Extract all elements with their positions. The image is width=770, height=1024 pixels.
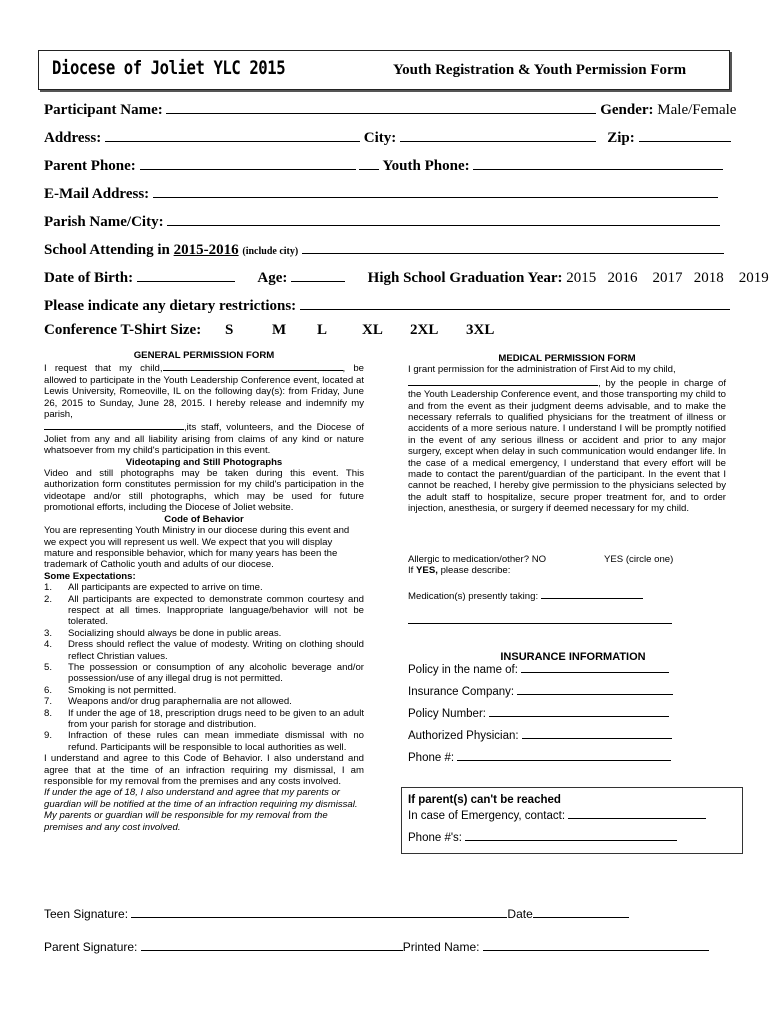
policy-name-label: Policy in the name of:: [408, 664, 518, 676]
teen-signature-label: Teen Signature:: [44, 907, 129, 921]
if-yes-bold: YES,: [416, 565, 438, 577]
list-item: [44, 730, 364, 753]
teen-signature-row: [44, 906, 629, 921]
date-label: Date: [507, 907, 533, 921]
gender-options[interactable]: Male/Female: [657, 102, 737, 118]
printed-name-field[interactable]: [483, 939, 709, 951]
medication-field-2[interactable]: [408, 614, 672, 624]
gp-text-b: , be allowed to participate in the Youth Leadership Conference event, located at Lewis University, Romeoville, IL on the following day(s): from Friday, June 26, 2015 to Sunday, June 28, 2015. I hereby release and indemnify my parish,: [44, 363, 364, 421]
list-item: [44, 685, 364, 696]
tshirt-size-xl[interactable]: XL: [362, 322, 383, 338]
medical-permission-heading: MEDICAL PERMISSION FORM: [498, 353, 636, 364]
event-title: Diocese of Joliet YLC 2015: [52, 57, 286, 79]
participant-name-row: [44, 101, 736, 119]
parish-field[interactable]: [167, 213, 720, 226]
gp-text-a: I request that my child,: [44, 363, 163, 375]
physician-label: Authorized Physician:: [408, 730, 519, 742]
emergency-contact-field[interactable]: [568, 809, 706, 819]
physician-field[interactable]: [522, 729, 672, 739]
grad-option-2019[interactable]: 2019: [738, 270, 769, 286]
list-item: [44, 594, 364, 628]
list-item: [44, 639, 364, 662]
emergency-contact-label: In case of Emergency, contact:: [408, 810, 566, 822]
item-text: Weapons and/or drug paraphernalia are not allowed.: [68, 696, 292, 708]
email-row: [44, 185, 718, 203]
phone-row: [44, 157, 723, 175]
parent-signature-label: Parent Signature:: [44, 940, 138, 954]
school-label: School Attending in: [44, 242, 170, 258]
emergency-phones-label: Phone #'s:: [408, 832, 462, 844]
grad-option-2018[interactable]: 2018: [693, 270, 724, 286]
parent-signature-field[interactable]: [141, 939, 403, 951]
city-field[interactable]: [400, 129, 596, 142]
zip-label: Zip:: [607, 130, 635, 146]
address-label: Address:: [44, 130, 102, 146]
list-item: [44, 582, 364, 593]
expectations-list: [44, 582, 364, 753]
general-permission-paragraph: [44, 361, 364, 456]
dietary-field[interactable]: [300, 297, 730, 310]
insurance-company-field[interactable]: [517, 685, 673, 695]
city-label: City:: [363, 130, 397, 146]
tshirt-label: Conference T-Shirt Size:: [44, 322, 202, 338]
participant-name-field[interactable]: [166, 101, 596, 114]
tshirt-size-m[interactable]: M: [272, 322, 287, 338]
item-number: 9.: [44, 730, 53, 742]
age-label: Age:: [257, 270, 288, 286]
grad-year-label: High School Graduation Year:: [367, 270, 563, 286]
printed-name-label: Printed Name:: [402, 940, 480, 954]
expectations-heading: Some Expectations:: [44, 570, 136, 582]
medication-label: Medication(s) presently taking:: [408, 590, 539, 602]
parent-phone-field[interactable]: [140, 157, 356, 170]
tshirt-row: [44, 322, 201, 339]
mp-text-a: I grant permission for the administration of First Aid to my child,: [408, 364, 676, 376]
video-text: Video and still photographs may be taken during this event. This authorization form constitutes permission for my child's participation in the videotape and/or still photographs, which may be used for future promotional efforts, including the Diocese of Joliet website.: [44, 468, 364, 514]
policy-number-label: Policy Number:: [408, 708, 486, 720]
list-item: [44, 696, 364, 707]
parent-signature-row: [44, 939, 709, 954]
general-permission-heading: GENERAL PERMISSION FORM: [133, 350, 275, 361]
policy-number-field[interactable]: [489, 707, 669, 717]
insurance-company-label: Insurance Company:: [408, 686, 515, 698]
list-item: [44, 708, 364, 731]
code-heading: Code of Behavior: [164, 513, 244, 525]
teen-signature-field[interactable]: [131, 906, 507, 918]
dob-field[interactable]: [137, 269, 235, 282]
medical-permission-paragraph: [408, 364, 726, 514]
gp-text-c: ,its staff, volunteers, and the Diocese of Joliet from any and all liability arising from claims of any kind or nature whatsoever from my child's participation in this event.: [44, 422, 364, 457]
school-note: (include city): [242, 246, 299, 257]
item-number: 1.: [44, 582, 53, 594]
parent-phone-label: Parent Phone:: [44, 158, 136, 174]
item-text: If under the age of 18, prescription drugs need to be given to an adult from your parish for storage and distribution.: [68, 707, 364, 730]
insurance-phone-field[interactable]: [457, 751, 671, 761]
address-field[interactable]: [105, 129, 360, 142]
child-name-field[interactable]: [163, 361, 343, 371]
item-text: Socializing should always be done in public areas.: [68, 627, 282, 639]
item-number: 3.: [44, 627, 53, 639]
allergy-yes-option[interactable]: YES (circle one): [604, 554, 674, 565]
item-number: 4.: [44, 639, 53, 651]
item-text: All participants are expected to demonstrate common courtesy and respect at all times. Inappropriate language/behavior will not be tolerated.: [68, 593, 364, 628]
emergency-heading: If parent(s) can't be reached: [408, 794, 561, 806]
parish-label: Parish Name/City:: [44, 214, 164, 230]
date-field[interactable]: [533, 906, 629, 918]
allergy-block: [408, 554, 728, 628]
item-number: 5.: [44, 661, 53, 673]
school-row: [44, 241, 724, 259]
age-field[interactable]: [291, 269, 345, 282]
emergency-contact-content: [408, 792, 738, 846]
insurance-phone-label: Phone #:: [408, 752, 455, 764]
agreement-text: I understand and agree to this Code of Behavior. I also understand and agree that at the time of an infraction requiring my dismissal, I am responsible for my removal from the premises and any costs involved.: [44, 753, 364, 788]
list-item: [44, 628, 364, 639]
tshirt-size-l[interactable]: L: [317, 322, 328, 338]
medication-field[interactable]: [541, 589, 643, 599]
gender-label: Gender:: [600, 102, 654, 118]
parish-row: [44, 213, 720, 231]
school-year: 2015-2016: [173, 242, 239, 258]
dietary-label: Please indicate any dietary restrictions:: [44, 298, 297, 314]
item-text: Infraction of these rules can mean immediate dismissal with no refund. Participants will be responsible to local authorities as well.: [68, 730, 364, 753]
tshirt-size-2xl[interactable]: 2XL: [410, 322, 439, 338]
item-text: All participants are expected to arrive on time.: [68, 582, 263, 594]
phone-separator-line: [359, 157, 379, 170]
dietary-row: [44, 297, 730, 315]
insurance-heading: INSURANCE INFORMATION: [500, 651, 646, 663]
allergy-question: Allergic to medication/other? NO: [408, 554, 547, 565]
item-number: 8.: [44, 707, 53, 719]
policy-name-field[interactable]: [521, 663, 669, 673]
youth-phone-field[interactable]: [473, 157, 723, 170]
form-title: Youth Registration & Youth Permission Form: [393, 62, 687, 78]
participant-name-label: Participant Name:: [44, 102, 163, 118]
item-number: 2.: [44, 593, 53, 605]
tshirt-size-s[interactable]: S: [225, 322, 234, 338]
medical-permission-section: [408, 353, 726, 515]
email-field[interactable]: [153, 185, 718, 198]
school-field[interactable]: [302, 241, 724, 254]
video-heading: Videotaping and Still Photographs: [125, 456, 283, 468]
mp-text-b: , by the people in charge of the Youth Leadership Conference event, and those transporting my child to and from the event as their judgment deems advisable, and to make the necessary referrals to qualified physicians for the treatment of illness or accidents of a more serious nature. I understand I will be promptly notified in the event of any serious illness or accident and prior to any major surgery, except when delay in such communication would endanger life. In the case of a medical emergency, I understand that every effort will be made to contact the parent/guardian of the participant. In the event that I cannot be reached, I hereby give permission to the physicians selected by the adult staff to hospitalize, secure proper treatment for, and to order injection, anesthesia, or surgery if deemed necessary for my child.: [408, 377, 726, 515]
parish-name-field[interactable]: [44, 420, 184, 430]
item-text: The possession or consumption of any alcoholic beverage and/or possession/use of any illegal drug is not permitted.: [68, 661, 364, 685]
item-number: 7.: [44, 696, 53, 708]
medical-child-name-field[interactable]: [408, 376, 598, 386]
dob-row: [44, 269, 769, 287]
dob-label: Date of Birth:: [44, 270, 134, 286]
item-text: Dress should reflect the value of modesty. Writing on clothing should reflect Christian values.: [68, 639, 364, 662]
grad-option-2016[interactable]: 2016: [607, 270, 638, 286]
grad-option-2015[interactable]: 2015: [566, 270, 597, 286]
general-permission-section: [44, 350, 364, 833]
item-text: Smoking is not permitted.: [68, 684, 177, 696]
grad-option-2017[interactable]: 2017: [652, 270, 683, 286]
describe-text: please describe:: [440, 565, 511, 577]
emergency-phones-field[interactable]: [465, 831, 677, 841]
if-yes-text: If: [408, 565, 414, 577]
code-text: You are representing Youth Ministry in our diocese during this event and we expect you will represent us well. We expect that you will display mature and responsible behavior, which for many years has been the trademark of Catholic youth and adults of our diocese.: [44, 525, 350, 571]
email-label: E-Mail Address:: [44, 186, 150, 202]
insurance-section: [408, 651, 728, 773]
zip-field[interactable]: [639, 129, 731, 142]
youth-phone-label: Youth Phone:: [382, 158, 470, 174]
tshirt-size-3xl[interactable]: 3XL: [466, 322, 495, 338]
address-row: [44, 129, 731, 147]
list-item: [44, 662, 364, 685]
item-number: 6.: [44, 684, 53, 696]
minor-dismissal-text: If under the age of 18, I also understand and agree that my parents or guardian will be notified at the time of an infraction requiring my dismissal. My parents or guardian will be responsible for my removal from the premises and any cost involved.: [44, 787, 358, 833]
